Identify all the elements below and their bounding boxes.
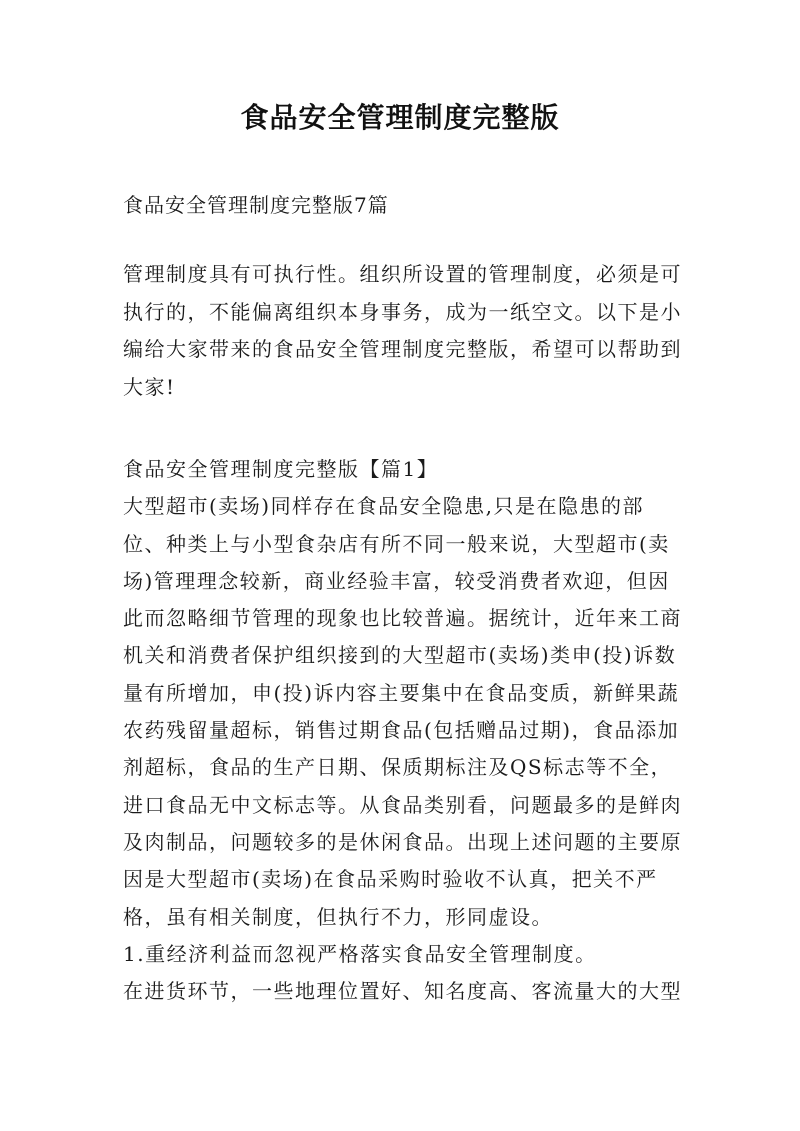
document-subtitle: 食品安全管理制度完整版7篇 xyxy=(123,193,389,217)
document-title: 食品安全管理制度完整版 xyxy=(240,101,560,134)
numbered-item: 1.重经济利益而忽视严格落实食品安全管理制度。 xyxy=(123,941,597,966)
last-paragraph: 在进货环节，一些地理位置好、知名度高、客流量大的大型 xyxy=(123,979,682,1004)
intro-paragraph: 管理制度具有可执行性。组织所设置的管理制度，必须是可执行的，不能偏离组织本身事务，成为一纸空文。以下是小编给大家带来的食品安全管理制度完整版，希望可以帮助到大家! xyxy=(123,262,682,399)
intro-block xyxy=(123,256,683,406)
section-heading: 食品安全管理制度完整版【篇1】 xyxy=(123,457,439,481)
section-paragraph: 大型超市(卖场)同样存在食品安全隐患,只是在隐患的部位、种类上与小型食杂店有所不同一般来说，大型超市(卖场)管理理念较新，商业经验丰富，较受消费者欢迎，但因此而忽略细节管理的现象也比较普遍。据统计，近年来工商机关和消费者保护组织接到的大型超市(卖场)类申(投)诉数量有所增加，申(投)诉内容主要集中在食品变质，新鲜果蔬农药残留量超标，销售过期食品(包括赠品过期)，食品添加剂超标，食品的生产日期、保质期标注及QS标志等不全，进口食品无中文标志等。从食品类别看，问题最多的是鲜肉及肉制品，问题较多的是休闲食品。出现上述问题的主要原因是大型超市(卖场)在食品采购时验收不认真，把关不严格，虽有相关制度，但执行不力，形同虚设。 xyxy=(123,494,682,929)
section-1 xyxy=(123,451,683,1010)
